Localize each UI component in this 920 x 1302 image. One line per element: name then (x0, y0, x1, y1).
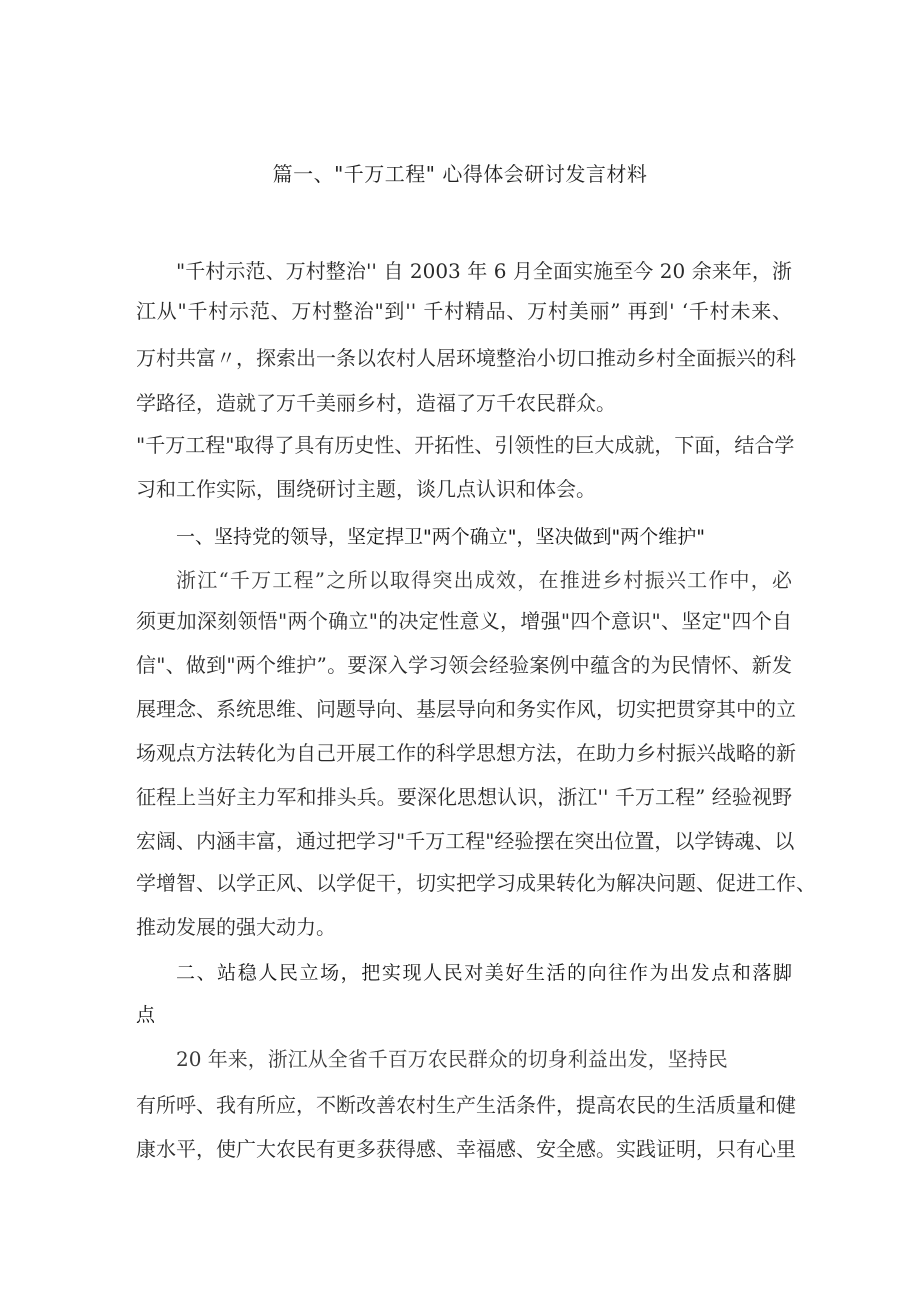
section-heading-2-line-2: 点 (136, 1004, 156, 1026)
paragraph-4-line-3: 康水平，使广大农民有更多获得感、幸福感、安全感。实践证明，只有心里 (136, 1137, 796, 1161)
paragraph-2-line-2: 习和工作实际，围绕研讨主题，谈几点认识和体会。 (136, 477, 596, 501)
paragraph-1-line-1: "千村示范、万村整治'' 自 2003 年 6 月全面实施至今 20 余来年，浙 (176, 259, 792, 283)
paragraph-3-line-2: 须更加深刻领悟"两个确立"的决定性意义，增强"四个意识"、坚定"四个自 (136, 609, 792, 633)
paragraph-1-line-2: 江从"千村示范、万村整治"到'' 千村精品、万村美丽” 再到' ‘千村未来、 (136, 299, 792, 323)
section-heading-2-line-1: 二、站稳人民立场，把实现人民对美好生活的向往作为出发点和落脚 (176, 962, 792, 984)
paragraph-3-line-4: 展理念、系统思维、问题导向、基层导向和务实作风，切实把贯穿其中的立 (136, 697, 796, 721)
paragraph-1-line-3: 万村共富〃，探索出一条以农村人居环境整治小切口推动乡村全面振兴的科 (136, 346, 796, 370)
paragraph-3-line-6: 征程上当好主力军和排头兵。要深化思想认识，浙江'' 千万工程” 经验视野 (136, 785, 792, 809)
paragraph-3-line-7: 宏阔、内涵丰富，通过把学习"千万工程"经验摆在突出位置，以学铸魂、以 (136, 829, 795, 853)
paragraph-3-line-3: 信"、做到"两个维护”。要深入学习领会经验案例中蕴含的为民情怀、新发 (136, 653, 792, 677)
section-heading-1: 一、坚持党的领导，坚定捍卫"两个确立"，坚决做到"两个维护" (176, 526, 705, 548)
paragraph-1-line-4: 学路径，造就了万千美丽乡村，造福了万千农民群众。 (136, 391, 616, 415)
paragraph-3-line-5: 场观点方法转化为自己开展工作的科学思想方法，在助力乡村振兴战略的新 (136, 741, 796, 765)
document-title: 篇一、"千万工程" 心得体会研讨发言材料 (272, 162, 648, 186)
paragraph-2-line-1: "千万工程"取得了具有历史性、开拓性、引领性的巨大成就，下面，结合学 (136, 433, 795, 457)
paragraph-3-line-8: 学增智、以学正风、以学促干，切实把学习成果转化为解决问题、促进工作、 (136, 871, 816, 895)
paragraph-3-line-1: 浙江“千万工程”之所以取得突出成效，在推进乡村振兴工作中，必 (176, 568, 792, 592)
paragraph-3-line-9: 推动发展的强大动力。 (136, 915, 336, 939)
paragraph-4-line-2: 有所呼、我有所应，不断改善农村生产生活条件，提高农民的生活质量和健 (136, 1093, 796, 1117)
paragraph-4-line-1: 20 年来，浙江从全省千百万农民群众的切身利益出发，坚持民 (176, 1047, 728, 1071)
